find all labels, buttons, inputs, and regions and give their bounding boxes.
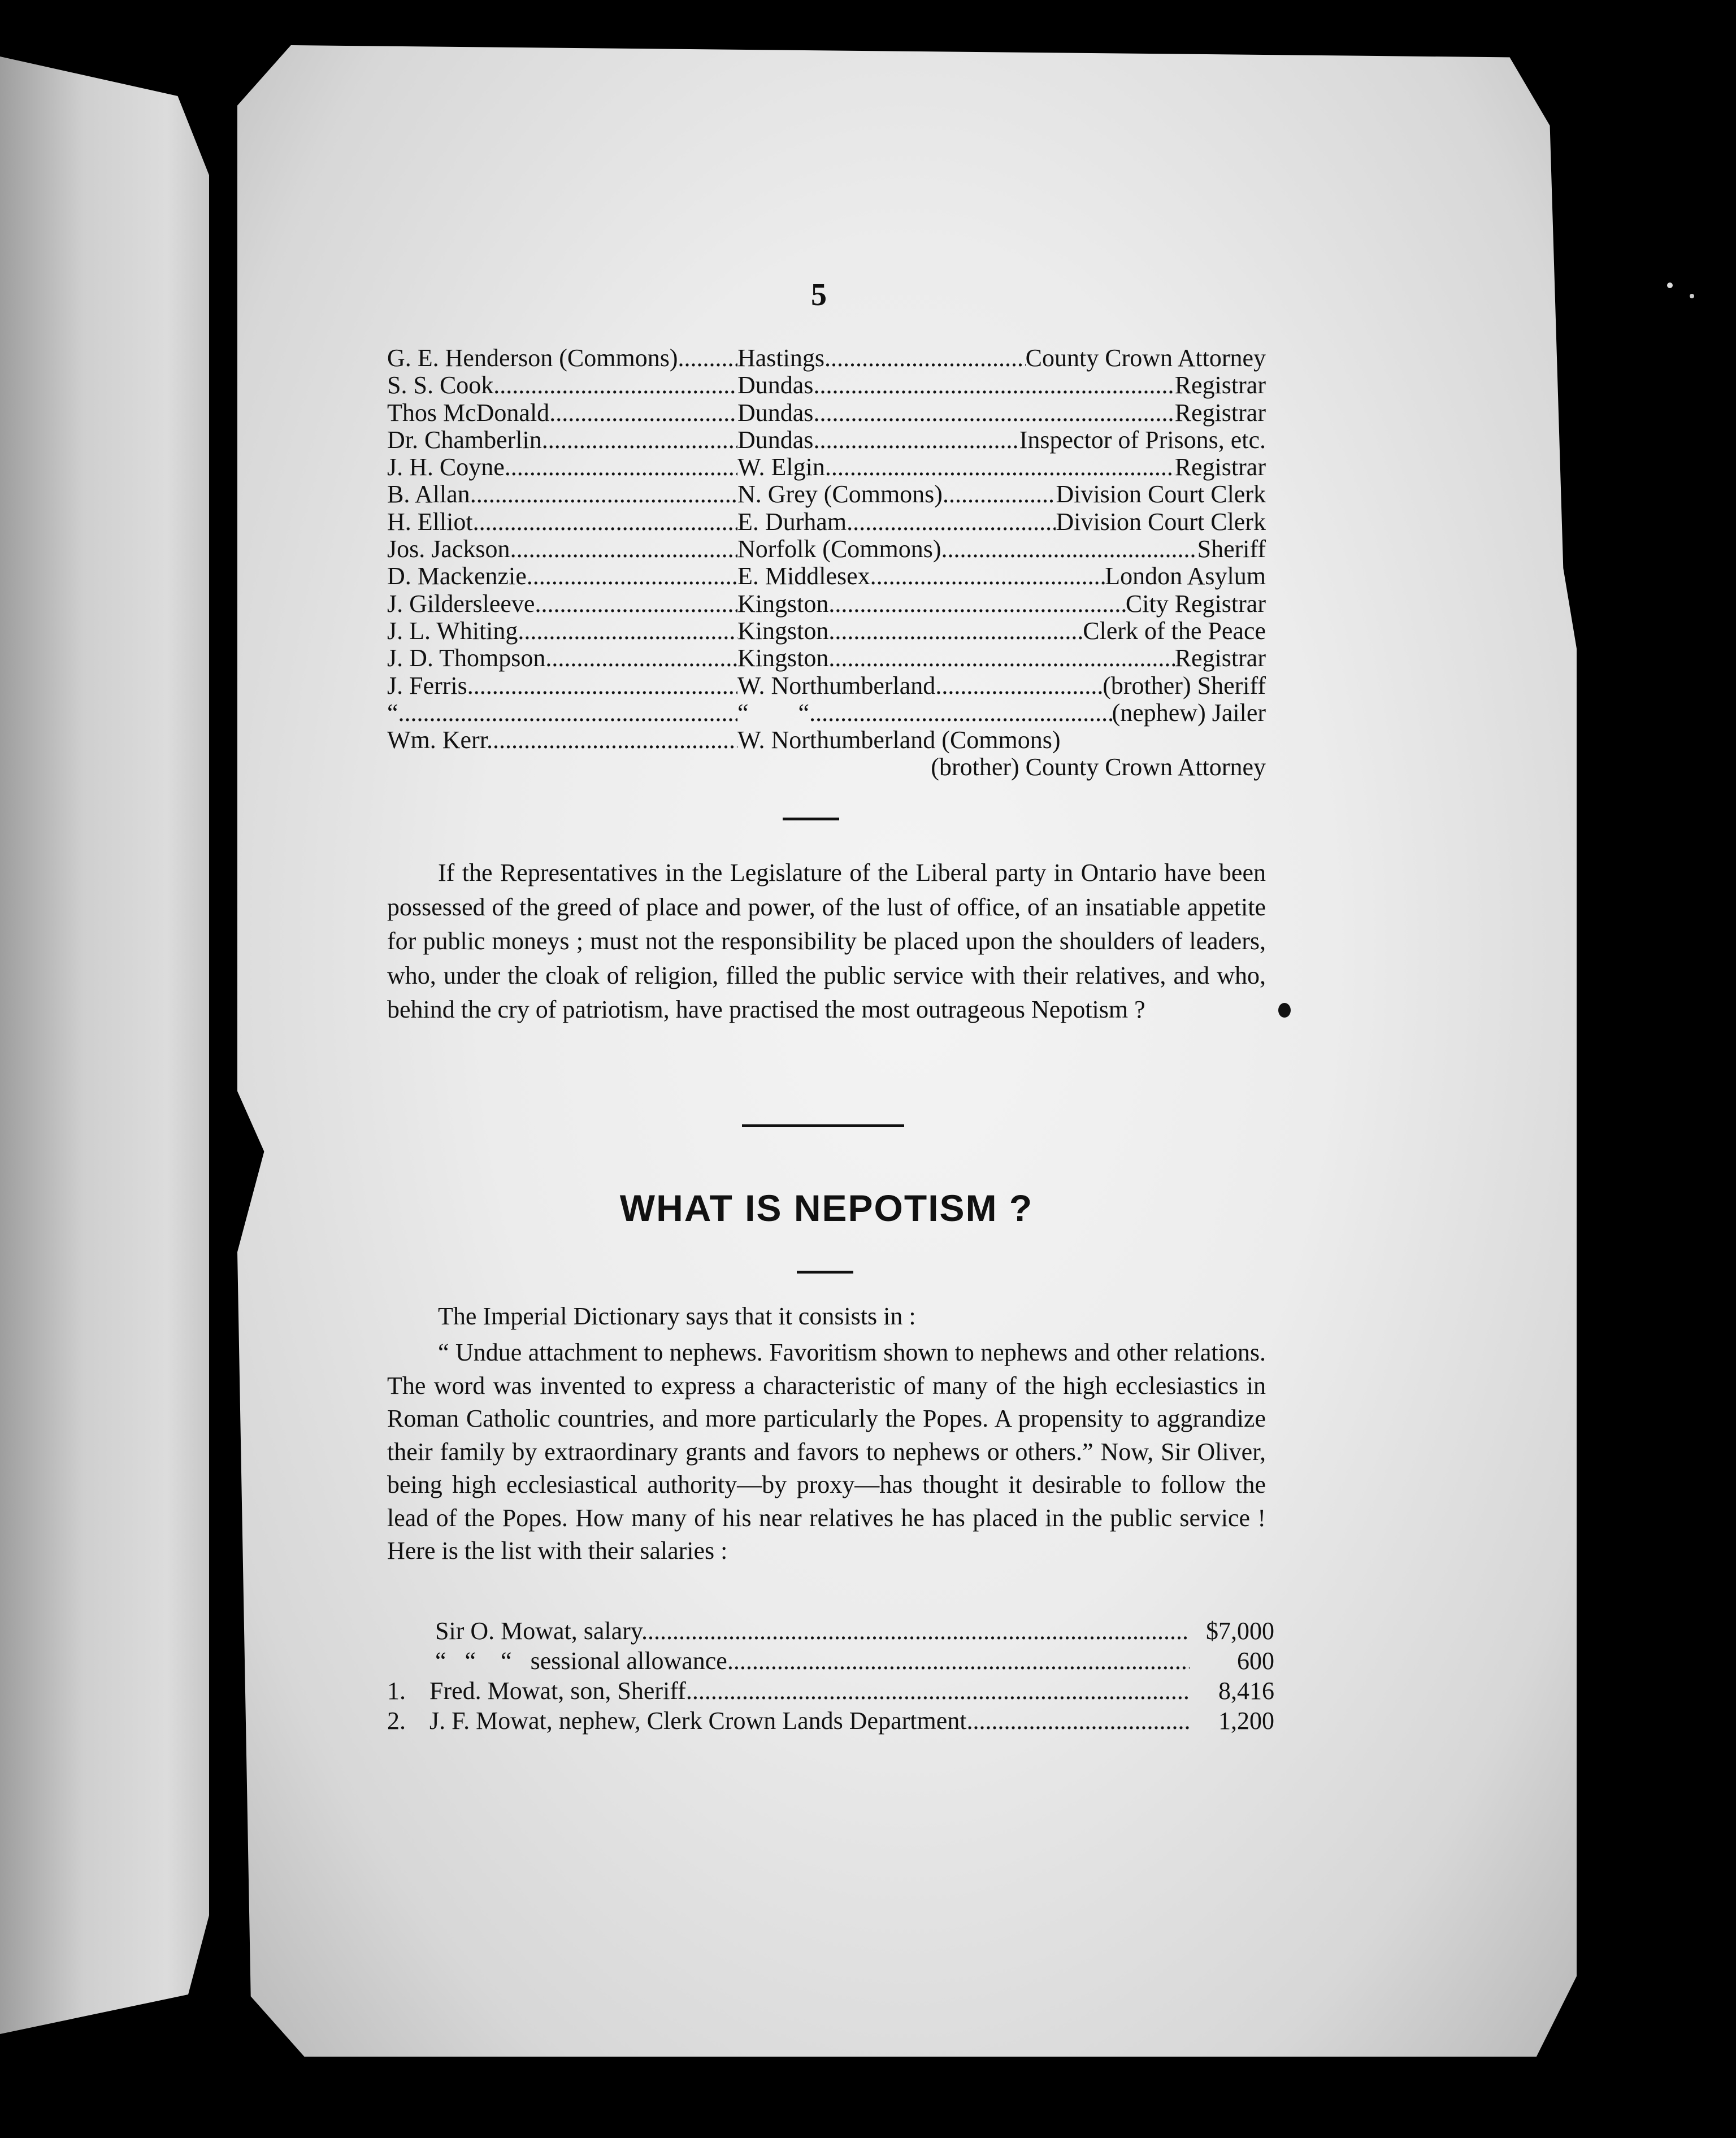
salary-description: Sir O. Mowat, salary .....: [435, 1616, 1190, 1646]
salary-row: [387, 1646, 1274, 1676]
salary-amount: 600: [1237, 1647, 1274, 1675]
divider-rule: [783, 818, 839, 820]
officer-name: Wm. Kerr .....: [387, 727, 737, 754]
officer-place: W. Northumberland (Commons): [737, 727, 1061, 754]
officer-row: [387, 372, 1266, 399]
intro-text: The Imperial Dictionary says that it consists in :: [438, 1302, 916, 1330]
officer-name: Dr. Chamberlin .....: [387, 427, 737, 454]
officer-row: [387, 672, 1266, 699]
officer-place: “ “ .....: [737, 699, 1112, 727]
officer-office: Division Court Clerk: [1056, 508, 1266, 536]
officer-office: Sheriff: [1197, 536, 1266, 563]
officer-row: [387, 399, 1266, 427]
dust-speck: [1667, 283, 1673, 288]
officer-place: W. Elgin .....: [737, 454, 1175, 481]
officer-row: [387, 536, 1266, 563]
salary-row: [387, 1676, 1274, 1706]
salary-list: [387, 1616, 1274, 1736]
divider-rule: [742, 1124, 904, 1127]
officer-office: Registrar: [1174, 454, 1266, 481]
officer-office: Clerk of the Peace: [1083, 617, 1266, 645]
officer-office: County Crown Attorney: [1025, 345, 1266, 372]
salary-number: 2.: [387, 1707, 406, 1735]
salary-row: [387, 1616, 1274, 1646]
officer-office: Inspector of Prisons, etc.: [1019, 426, 1266, 454]
officer-place: Kingston .....: [737, 590, 1126, 618]
officer-place: E. Durham .....: [737, 509, 1056, 536]
officer-place: Dundas .....: [737, 427, 1019, 454]
officer-place: Dundas .....: [737, 399, 1175, 427]
officer-office: Division Court Clerk: [1056, 481, 1266, 509]
officer-office: Registrar: [1174, 645, 1266, 672]
paragraph: If the Representatives in the Legislature of the Liberal party in Ontario have been possessed of the greed of place and power, of the lust of office, of an insatiable appetite for public moneys ; must not the responsibility be placed upon the shoulders of leaders, who, under the cloak of religion, filled the public service with their relatives, and who, behind the cry of patriotism, have practised the most outrageous Nepotism ?: [387, 859, 1266, 1023]
officer-name: S. S. Cook .....: [387, 372, 737, 399]
officer-name: H. Elliot .....: [387, 509, 737, 536]
officer-row: [387, 699, 1266, 727]
salary-description: Fred. Mowat, son, Sheriff .....: [429, 1676, 1190, 1706]
divider-rule: [797, 1271, 853, 1274]
officer-name: J. Gildersleeve .....: [387, 590, 737, 618]
officer-row: [387, 645, 1266, 672]
salary-number: 1.: [387, 1677, 406, 1705]
officer-office: City Registrar: [1125, 590, 1266, 618]
officer-name: Thos McDonald .....: [387, 399, 737, 427]
salary-amount: $7,000: [1206, 1617, 1274, 1645]
salary-description: “ “ “ sessional allowance .....: [435, 1646, 1190, 1676]
dust-speck: [1690, 294, 1694, 298]
officer-row: [387, 618, 1266, 645]
officer-place: Hastings .....: [737, 345, 1026, 372]
officer-office: (nephew) Jailer: [1112, 699, 1266, 727]
officer-office: Registrar: [1174, 372, 1266, 399]
officer-row: [387, 563, 1266, 590]
officer-place: Kingston .....: [737, 618, 1083, 645]
section-heading: WHAT IS NEPOTISM ?: [619, 1187, 1034, 1229]
officer-place: W. Northumberland .....: [737, 672, 1103, 699]
officer-office: London Asylum: [1105, 563, 1266, 590]
page-number: 5: [811, 277, 827, 312]
officer-place: N. Grey (Commons) .....: [737, 481, 1056, 508]
salary-row: [387, 1706, 1274, 1736]
officers-list: [387, 345, 1266, 781]
salary-amount: 8,416: [1218, 1677, 1274, 1705]
officer-name: J. Ferris .....: [387, 672, 737, 699]
ink-blot: [1278, 1003, 1291, 1018]
officer-name: G. E. Henderson (Commons) .....: [387, 345, 737, 372]
officer-name: J. D. Thompson .....: [387, 645, 737, 672]
left-facing-page: [0, 57, 209, 2034]
dictionary-quote: “ Undue attachment to nephews. Favoritism shown to nephews and other relations. The word was invented to express a characteristic of many of the high ecclesiastics in Roman Catholic countries, and more particularly the Popes. A propensity to aggrandize their family by extraordinary grants and favors to nephews or others.” Now, Sir Oliver, being high ecclesiastical authority—by proxy—has thought it desirable to follow the lead of the Popes. How many of his near relatives he has placed in the public service ! Here is the list with their salaries :: [387, 1339, 1266, 1565]
officer-row: [387, 509, 1266, 536]
officer-name: J. H. Coyne .....: [387, 454, 737, 481]
officer-name: B. Allan .....: [387, 481, 737, 508]
salary-amount: 1,200: [1218, 1707, 1274, 1735]
officer-row: [387, 427, 1266, 454]
officer-row: [387, 345, 1266, 372]
officer-place: E. Middlesex .....: [737, 563, 1105, 590]
officer-name: Jos. Jackson .....: [387, 536, 737, 563]
officer-office: (brother) Sheriff: [1103, 672, 1266, 699]
officer-name: D. Mackenzie .....: [387, 563, 737, 590]
officer-continuation: (brother) County Crown Attorney: [931, 753, 1266, 781]
officer-office: Registrar: [1174, 399, 1266, 427]
officer-place: Norfolk (Commons) .....: [737, 536, 1197, 563]
officer-place: Dundas .....: [737, 372, 1175, 399]
salary-description: J. F. Mowat, nephew, Clerk Crown Lands Department .....: [429, 1706, 1190, 1736]
officer-name: “ .....: [387, 699, 737, 727]
officer-row: [387, 454, 1266, 481]
officer-row: [387, 727, 1266, 754]
officer-row: [387, 481, 1266, 508]
officer-name: J. L. Whiting .....: [387, 618, 737, 645]
officer-row: [387, 590, 1266, 618]
officer-place: Kingston .....: [737, 645, 1175, 672]
